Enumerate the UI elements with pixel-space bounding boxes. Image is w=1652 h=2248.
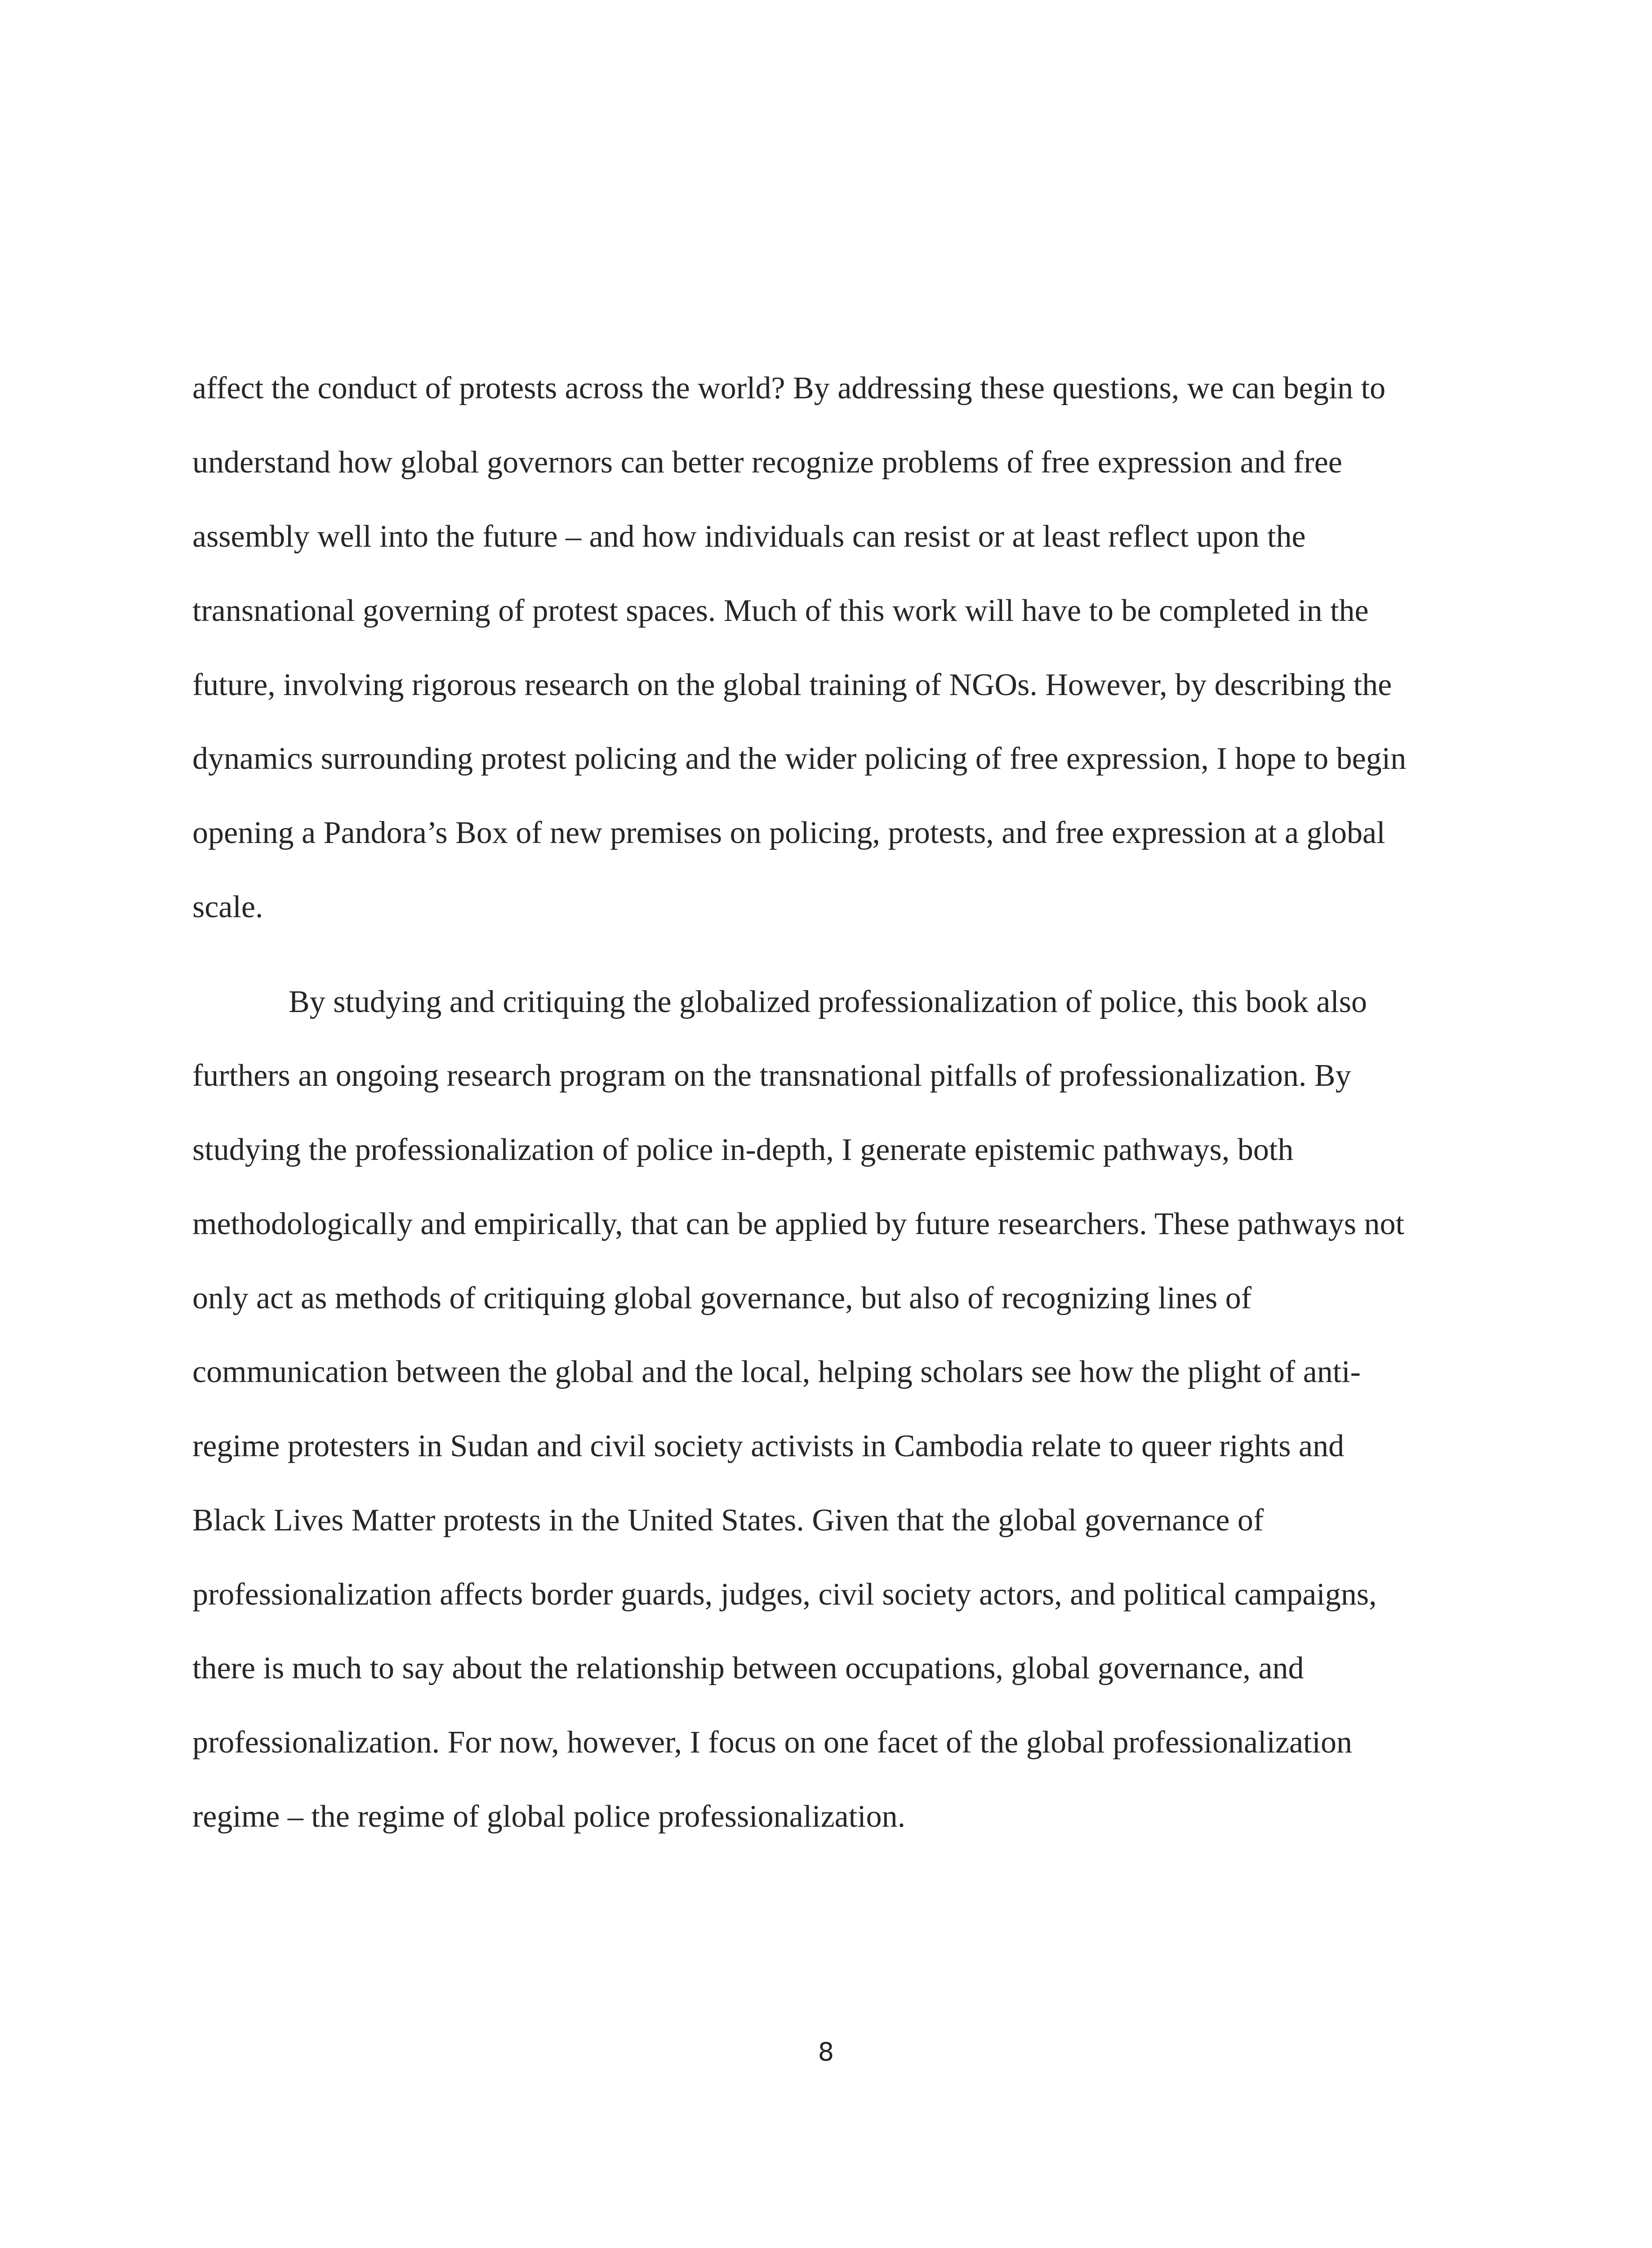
paragraph-2-line-6: communication between the global and the local, helping scholars see how the plight of anti- xyxy=(192,1355,1361,1389)
page-number: 8 xyxy=(818,2038,834,2067)
paragraph-2-line-5: only act as methods of critiquing global governance, but also of recognizing lines of xyxy=(192,1281,1252,1316)
paragraph-1-line-3: assembly well into the future – and how individuals can resist or at least reflect upon the xyxy=(192,519,1306,554)
paragraph-2-line-12: regime – the regime of global police professionalization. xyxy=(192,1799,906,1834)
paragraph-2-line-11: professionalization. For now, however, I focus on one facet of the global professionalization xyxy=(192,1725,1352,1760)
paragraph-2-line-10: there is much to say about the relationship between occupations, global governance, and xyxy=(192,1651,1304,1686)
paragraph-2-line-2: furthers an ongoing research program on the transnational pitfalls of professionalization. By xyxy=(192,1058,1351,1093)
paragraph-2-line-4: methodologically and empirically, that can be applied by future researchers. These pathways not xyxy=(192,1207,1404,1241)
paragraph-1-line-5: future, involving rigorous research on the global training of NGOs. However, by describing the xyxy=(192,668,1392,702)
paragraph-2-line-9: professionalization affects border guards, judges, civil society actors, and political campaigns, xyxy=(192,1577,1377,1612)
paragraph-1-line-4: transnational governing of protest spaces. Much of this work will have to be completed in the xyxy=(192,593,1369,628)
paragraph-1-line-2: understand how global governors can better recognize problems of free expression and free xyxy=(192,445,1342,480)
paragraph-2-line-7: regime protesters in Sudan and civil society activists in Cambodia relate to queer rights and xyxy=(192,1429,1345,1463)
paragraph-1-line-6: dynamics surrounding protest policing and the wider policing of free expression, I hope to begin xyxy=(192,741,1407,776)
paragraph-1-line-1: affect the conduct of protests across the world? By addressing these questions, we can begin to xyxy=(192,371,1386,406)
paragraph-2-line-3: studying the professionalization of police in-depth, I generate epistemic pathways, both xyxy=(192,1133,1294,1167)
paragraph-2-line-1: By studying and critiquing the globalized professionalization of police, this book also xyxy=(289,985,1367,1019)
paragraph-2-line-8: Black Lives Matter protests in the United States. Given that the global governance of xyxy=(192,1503,1264,1538)
paragraph-1-line-7: opening a Pandora’s Box of new premises on policing, protests, and free expression at a global xyxy=(192,816,1385,850)
paragraph-1-line-8: scale. xyxy=(192,890,263,924)
